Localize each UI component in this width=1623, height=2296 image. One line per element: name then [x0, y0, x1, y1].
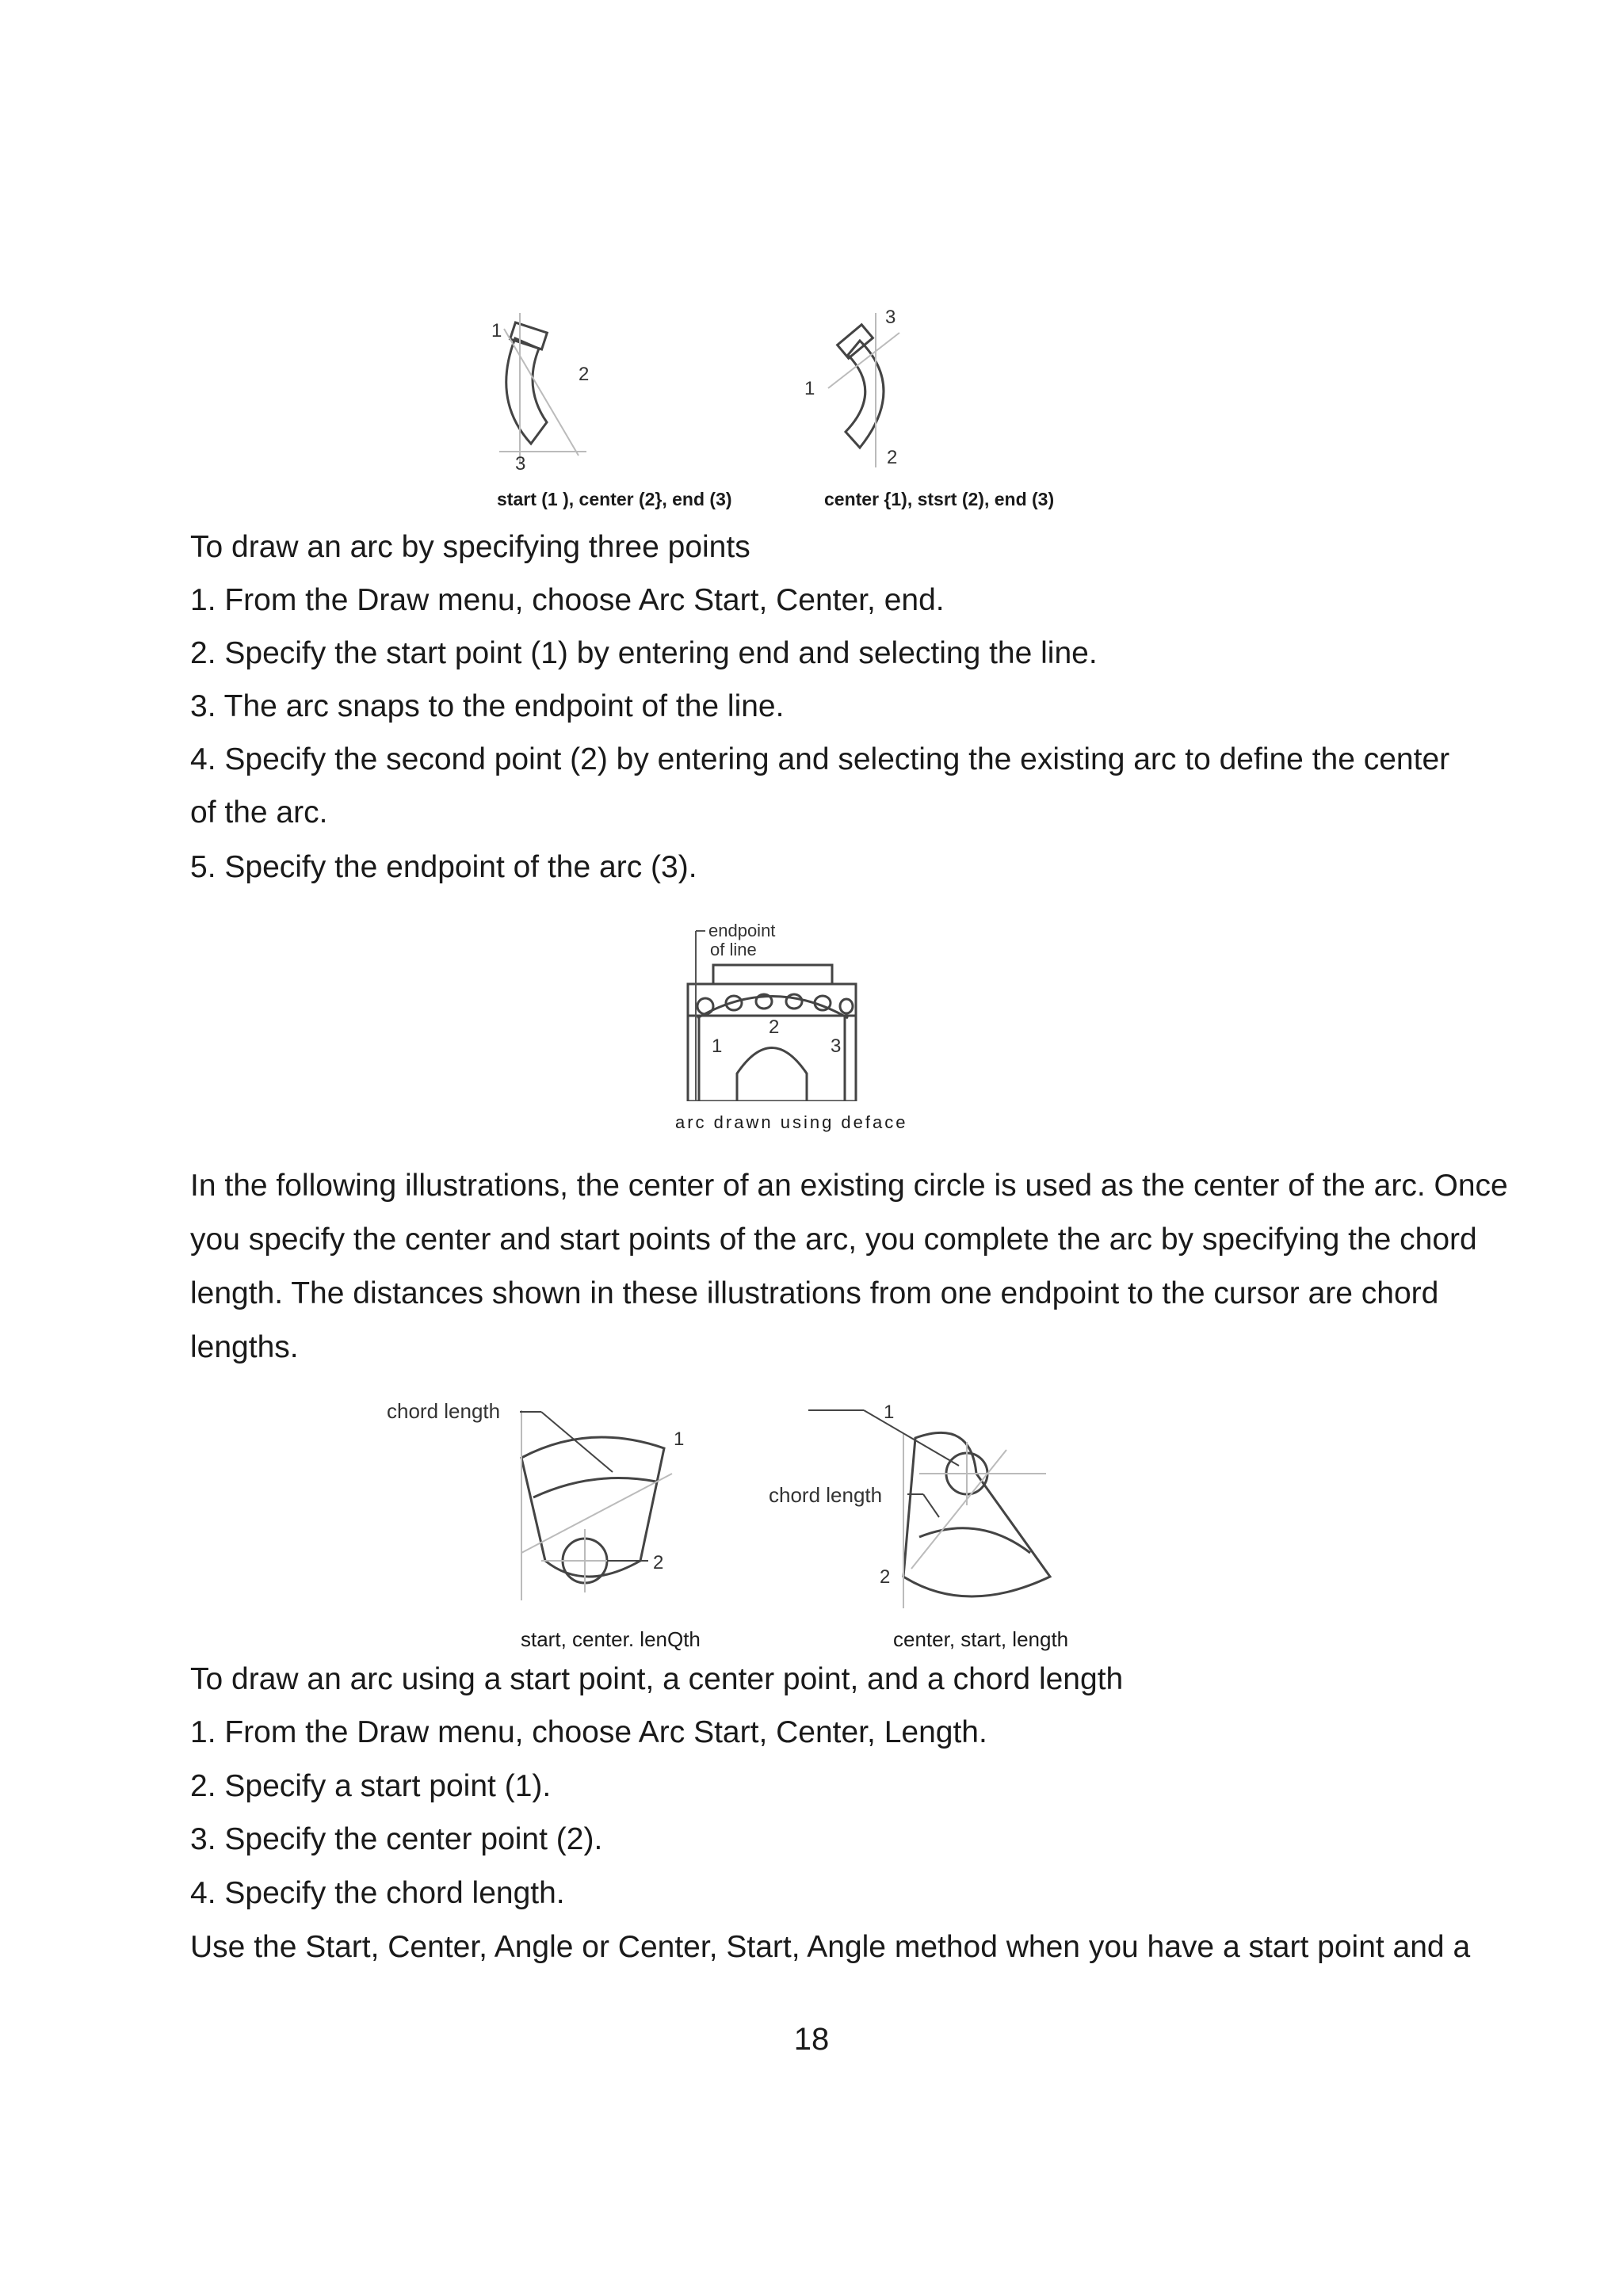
section1-step-2: 2. Specify the start point (1) by entering end and selecting the line.: [190, 636, 1098, 670]
fig1-left-label-3: 3: [515, 453, 526, 475]
section1-step-4-cont: of the arc.: [190, 795, 328, 830]
fig2-endpoint-label-2: of line: [710, 940, 757, 959]
section1-step-3: 3. The arc snaps to the endpoint of the line.: [190, 689, 785, 723]
section2-step-1: 1. From the Draw menu, choose Arc Start, Center, Length.: [190, 1715, 987, 1749]
fig1-right-label-1: 1: [804, 378, 815, 399]
fig3-left-point-2: 2: [653, 1552, 664, 1573]
section1-heading: To draw an arc by specifying three points: [190, 530, 750, 564]
chord-figure-center-start-length: [769, 1386, 1070, 1616]
fig1-left-caption: start (1 ), center (2}, end (3): [497, 489, 732, 509]
section1-step-5: 5. Specify the endpoint of the arc (3).: [190, 850, 697, 884]
fig1-right-label-2: 2: [887, 447, 898, 468]
fig1-left-label-1: 1: [491, 320, 502, 341]
fig3-left-caption: start, center. lenQth: [521, 1627, 701, 1651]
fig2-caption: arc drawn using deface: [675, 1112, 908, 1132]
fig3-right-caption: center, start, length: [893, 1627, 1069, 1651]
fig2-point-1: 1: [712, 1035, 723, 1057]
section2-step-2: 2. Specify a start point (1).: [190, 1769, 552, 1803]
section2-step-4: 4. Specify the chord length.: [190, 1876, 565, 1910]
fig3-right-chord-label: chord length: [769, 1483, 883, 1507]
section2-trailing: Use the Start, Center, Angle or Center, Start, Angle method when you have a start point and a: [190, 1930, 1471, 1964]
fig1-left-label-2: 2: [579, 364, 590, 385]
fig1-right-label-3: 3: [885, 307, 896, 328]
fig3-right-point-2: 2: [880, 1566, 891, 1588]
section1-step-1: 1. From the Draw menu, choose Arc Start, Center, end.: [190, 583, 945, 617]
fig3-left-chord-label: chord length: [387, 1399, 501, 1423]
arc-figure-center-start-end: [796, 301, 915, 475]
chord-figure-start-center-length: [387, 1394, 704, 1608]
fig2-point-3: 3: [831, 1035, 842, 1057]
page-number: 18: [793, 2022, 830, 2057]
fig3-left-point-1: 1: [674, 1428, 685, 1450]
section2-heading: To draw an arc using a start point, a center point, and a chord length: [190, 1662, 1124, 1696]
section1-step-4: 4. Specify the second point (2) by entering and selecting the existing arc to define the center: [190, 742, 1450, 776]
fig1-right-caption: center {1), stsrt (2), end (3): [824, 489, 1055, 509]
body-paragraph: In the following illustrations, the center of an existing circle is used as the center of the arc. Once you specify the center and start points of the arc, you complete the arc by specifying the chord length. The distances shown in these illustrations from one endpoint to the cursor are chord lengths.: [190, 1169, 1508, 1364]
fig2-endpoint-label-1: endpoint: [708, 921, 776, 940]
arc-drawn-figure: [682, 919, 864, 1101]
section2-step-3: 3. Specify the center point (2).: [190, 1822, 603, 1856]
fig3-right-point-1: 1: [884, 1402, 895, 1423]
arc-figure-start-center-end: [483, 305, 602, 475]
fig2-point-2: 2: [769, 1016, 780, 1038]
